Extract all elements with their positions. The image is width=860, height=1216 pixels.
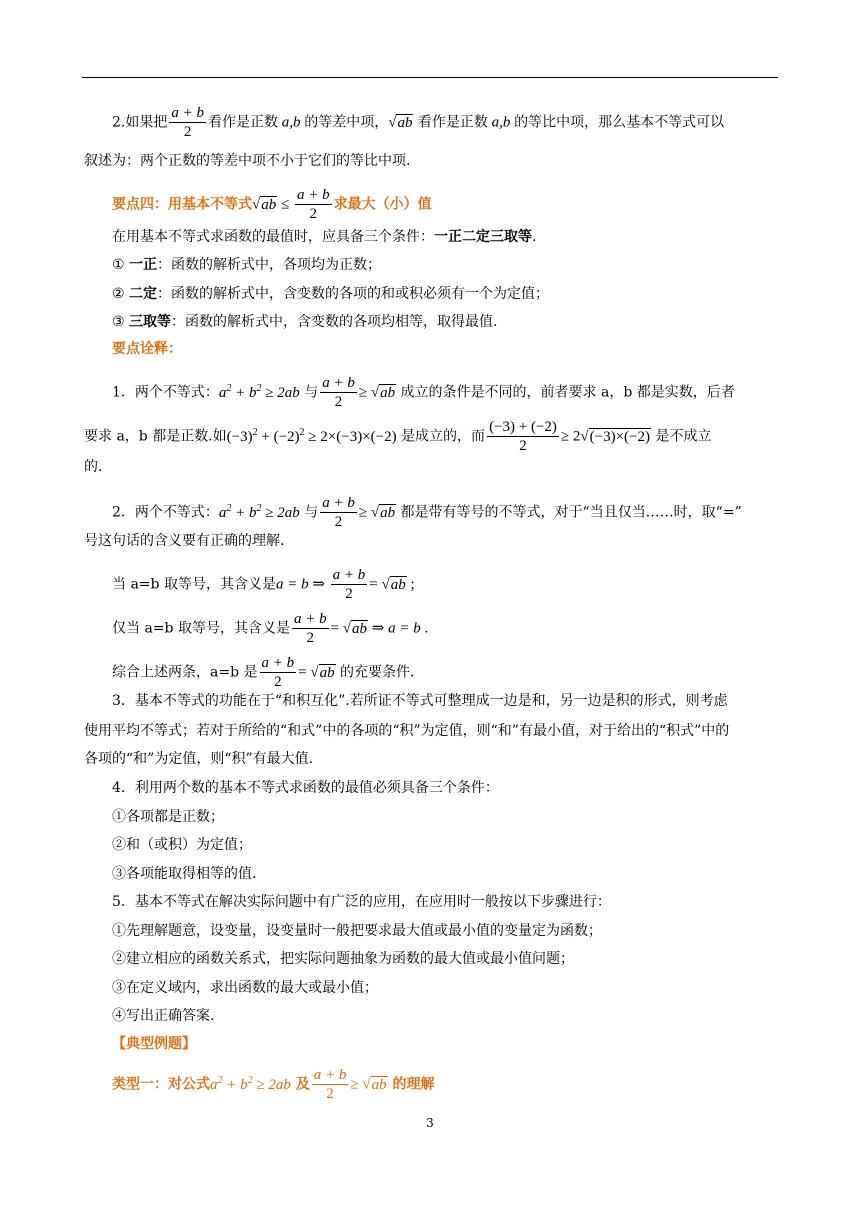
note-5-step-1: ①先理解题意，设变量，设变量时一般把要求最大值或最小值的变量定为函数； [112, 923, 602, 939]
note-4-item-1: ①各项都是正数； [112, 809, 224, 825]
examples-heading: 【典型例题】 [112, 1036, 196, 1052]
note-5: 5．基本不等式在解决实际问题中有广泛的应用，在应用时一般按以下步骤进行： [112, 894, 611, 910]
notes-heading: 要点诠释： [112, 341, 182, 357]
note-5-step-3: ③在定义域内，求出函数的最大或最小值； [112, 980, 378, 996]
frac-a-plus-b-over-2: $\frac{a + b}{2}$ [171, 105, 204, 140]
para-1-cont: 叙述为：两个正数的等差中项不小于它们的等比中项. [84, 153, 411, 169]
para-1: 2.如果把 $\frac{a + b}{2}$ 看作是正数 a,b 的等差中项，√ab 看作是正数 a,b 的等比中项，那么基本不等式可以 [112, 105, 725, 140]
note-2: 2．两个不等式：$a^2 + b^2 \ge 2ab$ 与 $\frac{a + b}{2}$ ≥ √ab 都是带有等号的不等式，对于“当且仅当……时，取“=” [112, 495, 742, 530]
bullet-1: ① 一正：函数的解析式中，各项均为正数； [112, 257, 382, 273]
note-3-end: 各项的“和”为定值，则“积”有最大值. [84, 751, 314, 767]
note-1-cont: 要求 a，b 都是正数.如$(-3)^2 + (-2)^2 \ge 2\times(-3)\times(-2)$ 是成立的，而 $\frac{(-3) + (-2)}{2}$ ≥ 2√(−3)×(−2) 是不成立 [84, 419, 712, 454]
type-1-heading: 类型一：对公式$a^2 + b^2 \ge 2ab$ 及 $\frac{a + b}{2}$ ≥ √ab 的理解 [112, 1067, 435, 1102]
note-4-item-2: ②和（或积）为定值； [112, 837, 252, 853]
equality-1: 当 a=b 取等号，其含义是a = b ⇒ $\frac{a + b}{2}$ = √ab ; [112, 567, 415, 602]
bullet-2: ② 二定：函数的解析式中，含变数的各项的和或积必须有一个为定值； [112, 286, 550, 302]
equality-3: 综合上述两条，a=b 是 $\frac{a + b}{2}$ = √ab 的充要条件. [112, 655, 415, 690]
note-1-end: 的. [84, 459, 103, 475]
note-3-cont: 使用平均不等式；若对于所给的“和式”中的各项的“积”为定值，则“和”有最小值，对于给出的“积式”中的 [84, 723, 730, 739]
note-4-item-3: ③各项能取得相等的值. [112, 866, 257, 882]
header-rule [82, 77, 778, 78]
note-1: 1．两个不等式：$a^2 + b^2 \ge 2ab$ 与 $\frac{a + b}{2}$ ≥ √ab 成立的条件是不同的，前者要求 a，b 都是实数，后者 [112, 375, 735, 410]
note-5-step-2: ②建立相应的函数关系式，把实际问题抽象为函数的最大值或最小值问题； [112, 951, 574, 967]
note-3: 3．基本不等式的功能在于“和积互化”.若所证不等式可整理成一边是和，另一边是积的形式，则考虑 [112, 693, 728, 709]
note-2-cont: 号这句话的含义要有正确的理解. [84, 533, 285, 549]
note-5-step-4: ④写出正确答案. [112, 1008, 215, 1024]
section-heading-4: 要点四：用基本不等式√ab ≤ $\frac{a + b}{2}$ 求最大（小）值 [112, 187, 432, 222]
conditions-intro: 在用基本不等式求函数的最值时，应具备三个条件：一正二定三取等. [112, 229, 537, 245]
page-number: 3 [426, 1116, 434, 1130]
equality-2: 仅当 a=b 取等号，其含义是 $\frac{a + b}{2}$ = √ab ⇒ a = b . [112, 611, 429, 646]
bullet-3: ③ 三取等：函数的解析式中，含变数的各项均相等，取得最值. [112, 314, 498, 330]
note-4: 4．利用两个数的基本不等式求函数的最值必须具备三个条件： [112, 780, 499, 796]
